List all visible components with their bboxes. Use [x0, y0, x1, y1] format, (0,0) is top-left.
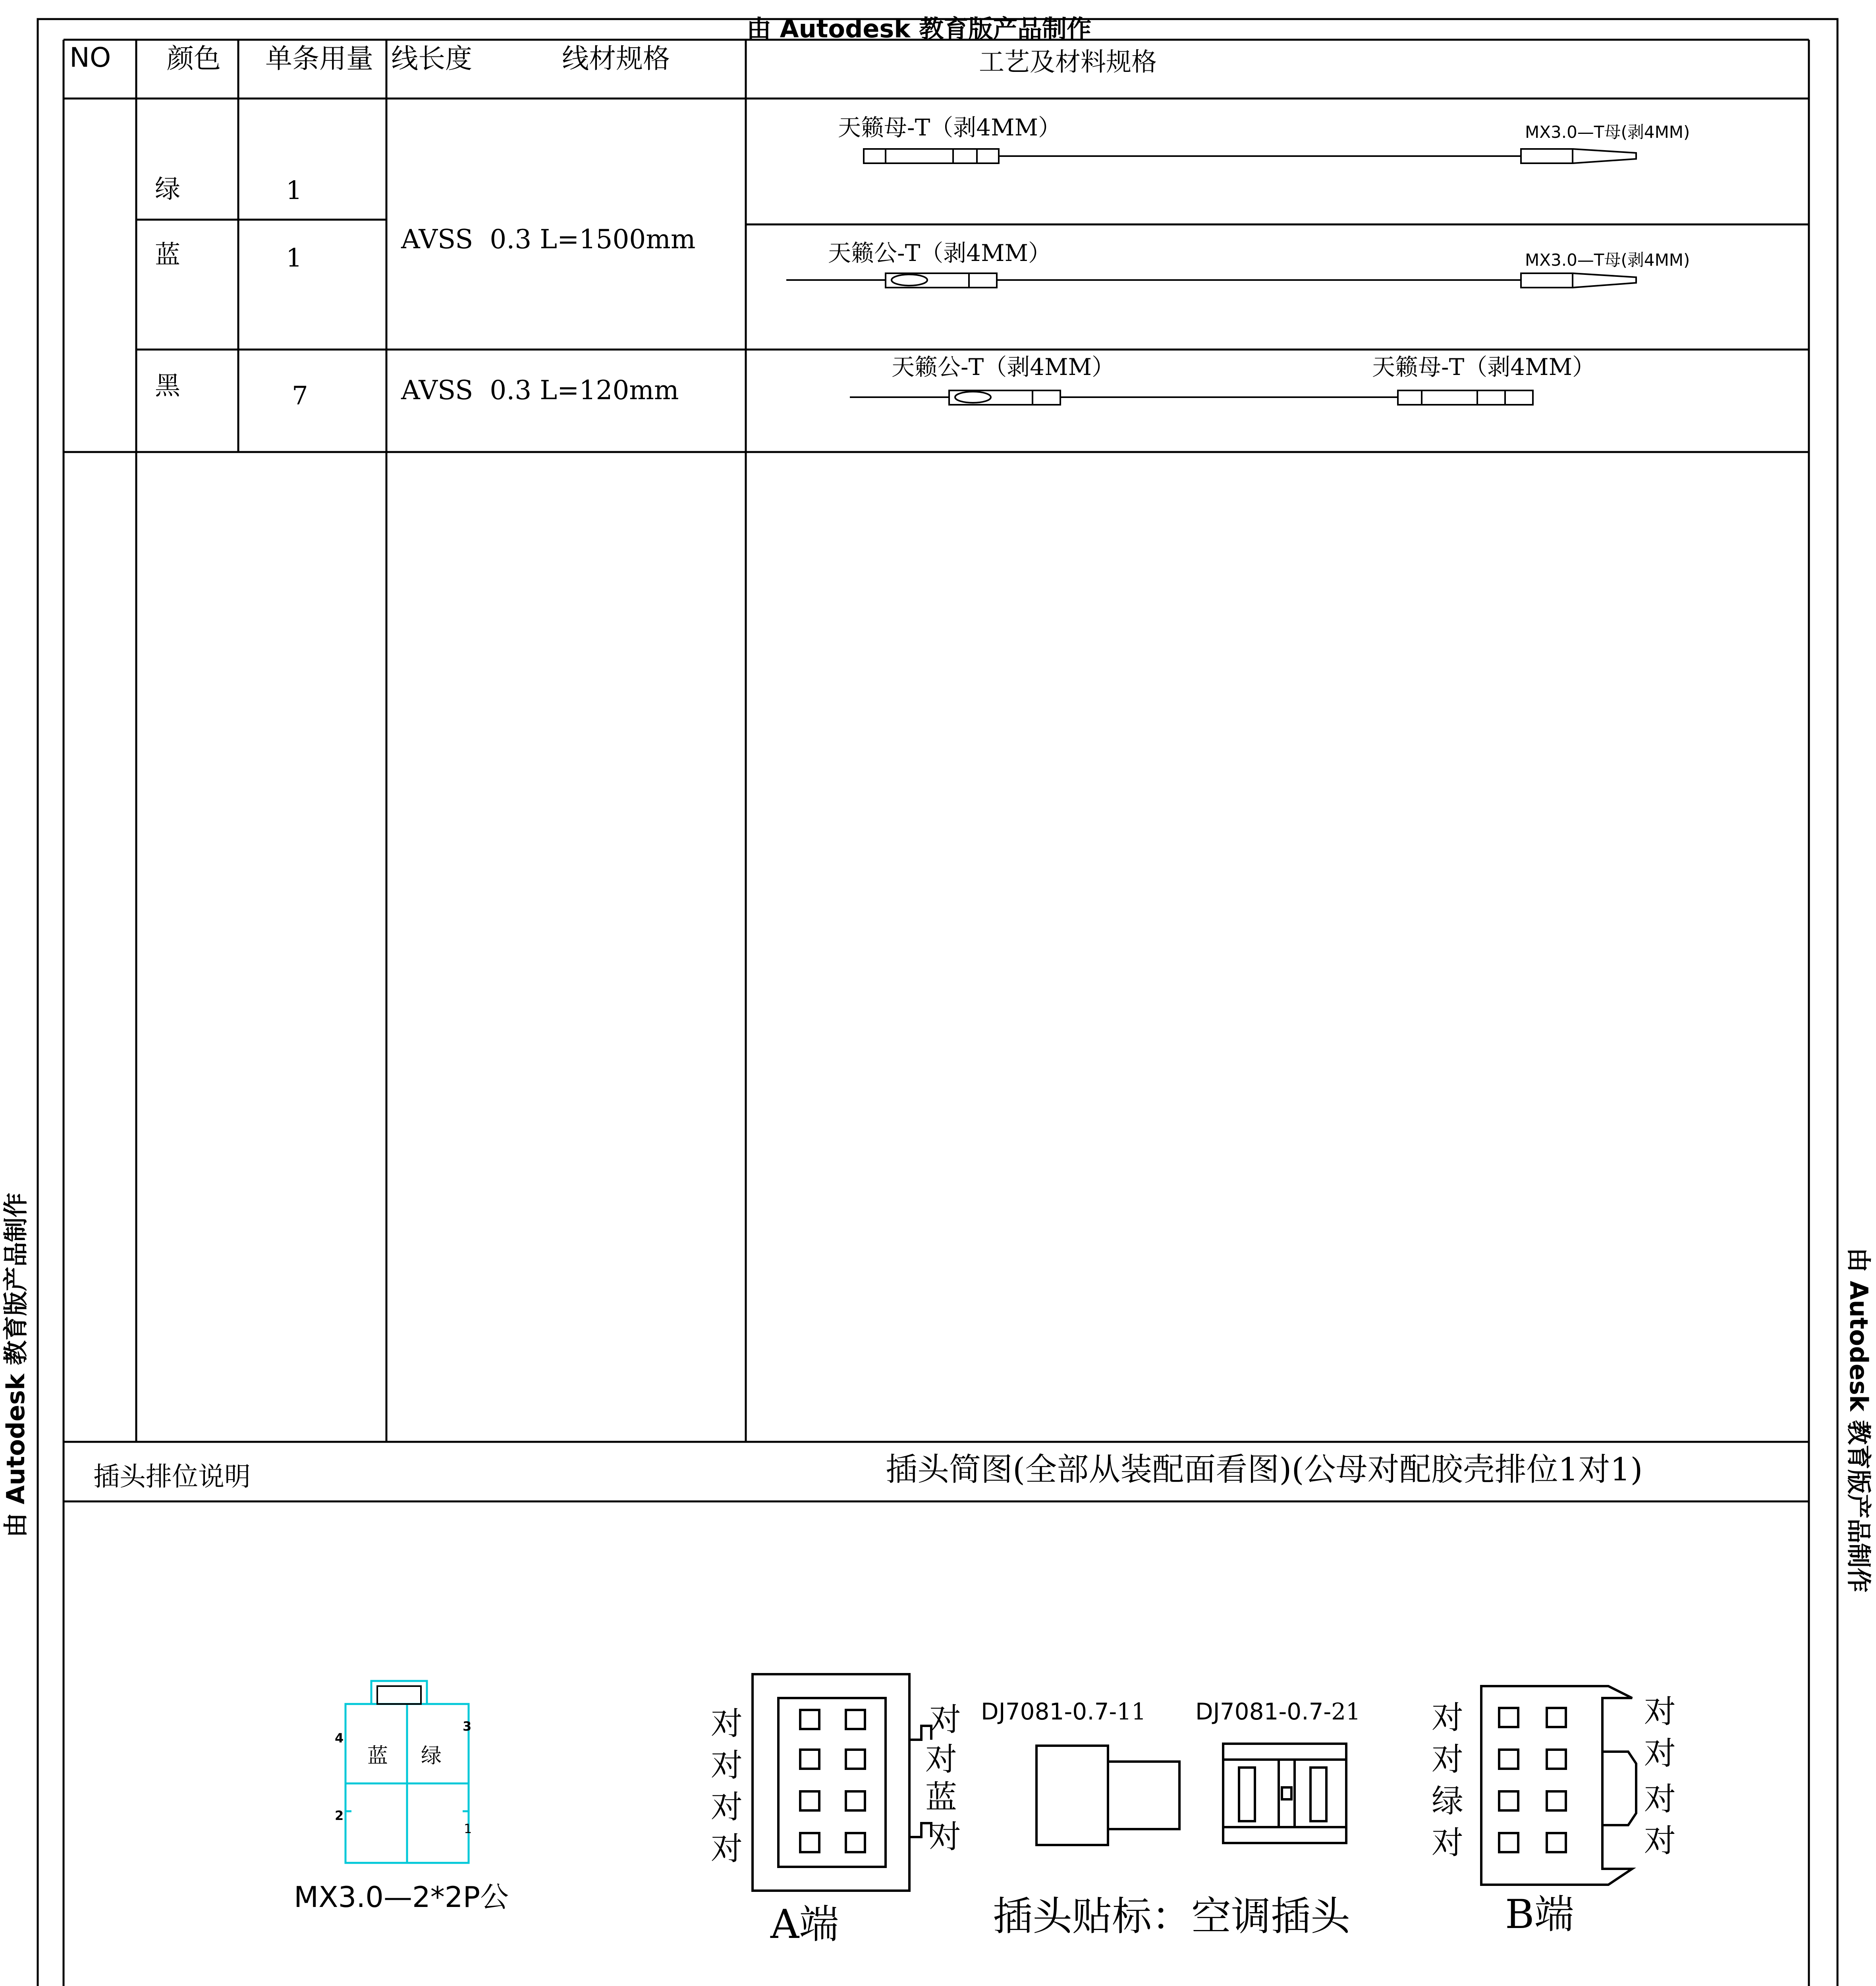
- terminal-r1-right: MX3.0—T母(剥4MM): [1525, 122, 1690, 142]
- row-1-qty: 1: [286, 176, 302, 205]
- row-1-color: 绿: [155, 175, 180, 204]
- a-end-left-3: 对: [711, 1789, 743, 1826]
- a-end-right-4: 对: [929, 1818, 961, 1855]
- b-end-left-3: 绿: [1432, 1783, 1463, 1820]
- terminal-r2-left: 天籁公-T（剥4MM）: [828, 240, 1051, 267]
- watermark-left: 由 Autodesk 教育版产品制作: [1, 1192, 30, 1538]
- diagram-title: 插头简图(全部从装配面看图)(公母对配胶壳排位1对1): [886, 1451, 1643, 1488]
- b-end-right-1: 对: [1644, 1693, 1676, 1730]
- terminal-r1-left: 天籁母-T（剥4MM）: [838, 114, 1061, 141]
- row-2-qty: 1: [286, 243, 302, 273]
- spec-1: AVSS 0.3 L=1500mm: [401, 224, 696, 255]
- spec-2: AVSS 0.3 L=120mm: [401, 375, 679, 406]
- mx-pin-2: 2: [335, 1808, 344, 1823]
- dj-part-1-prefix: DJ7081-0.7: [981, 1698, 1109, 1725]
- dj-part-1: [981, 1700, 1146, 1723]
- header-color: 颜色: [167, 43, 221, 75]
- mx-pin-1: 1: [464, 1821, 472, 1836]
- a-end-left-4: 对: [711, 1830, 743, 1867]
- pin-label-heading: 插头排位说明: [93, 1461, 251, 1492]
- a-end-right-2: 对: [925, 1741, 957, 1778]
- terminal-r3-right: 天籁母-T（剥4MM）: [1372, 354, 1595, 381]
- a-end-left-1: 对: [711, 1705, 743, 1742]
- watermark-right: 由 Autodesk 教育版产品制作: [1844, 1248, 1873, 1593]
- mx-cell-green: 绿: [421, 1744, 442, 1768]
- b-end-right-3: 对: [1644, 1781, 1676, 1818]
- watermark-top: 由 Autodesk 教育版产品制作: [747, 14, 1092, 43]
- a-end-right-1: 对: [929, 1701, 961, 1738]
- mx-cell-blue: 蓝: [367, 1744, 388, 1768]
- header-spec: 线材规格: [562, 43, 670, 75]
- dj-part-2: [1195, 1700, 1361, 1723]
- dj-part-2-suffix: -21: [1323, 1698, 1361, 1725]
- b-end-right-4: 对: [1644, 1822, 1676, 1859]
- header-process: 工艺及材料规格: [979, 48, 1157, 77]
- row-3-qty: 7: [292, 381, 308, 411]
- terminal-r3-left: 天籁公-T（剥4MM）: [892, 354, 1115, 381]
- mx-connector-name: MX3.0—2*2P公: [294, 1880, 509, 1914]
- dj-part-2-prefix: DJ7081-0.7: [1195, 1698, 1324, 1725]
- a-end-label: A端: [770, 1901, 839, 1947]
- mx-pin-3: 3: [463, 1719, 472, 1734]
- b-end-left-1: 对: [1432, 1699, 1463, 1736]
- a-end-left-2: 对: [711, 1747, 743, 1784]
- header-qty: 单条用量: [265, 43, 374, 75]
- a-end-right-3: 蓝: [925, 1779, 957, 1816]
- header-no: NO: [69, 42, 111, 73]
- sticker-label: 插头贴标：空调插头: [993, 1893, 1350, 1940]
- b-end-left-4: 对: [1432, 1824, 1463, 1861]
- b-end-right-2: 对: [1644, 1735, 1676, 1772]
- row-2-color: 蓝: [155, 240, 180, 270]
- header-length: 线长度: [391, 43, 473, 75]
- mx-pin-4: 4: [335, 1731, 344, 1746]
- terminal-r2-right: MX3.0—T母(剥4MM): [1525, 250, 1690, 270]
- b-end-left-2: 对: [1432, 1741, 1463, 1778]
- dj-part-1-suffix: -11: [1109, 1698, 1146, 1725]
- b-end-label: B端: [1505, 1891, 1574, 1938]
- row-3-color: 黑: [155, 371, 180, 401]
